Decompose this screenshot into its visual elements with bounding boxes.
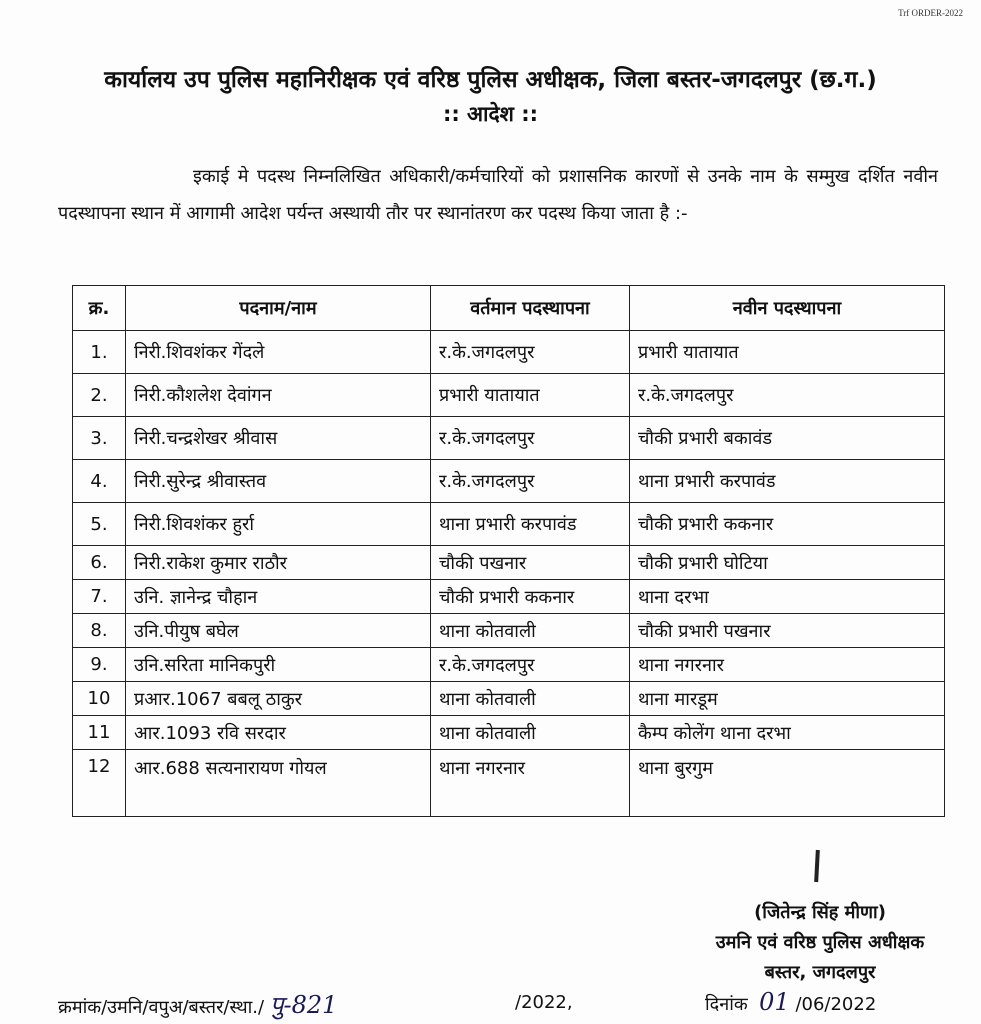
- current-posting-cell: प्रभारी यातायात: [431, 374, 630, 417]
- new-posting-cell: चौकी प्रभारी ककनार: [630, 503, 945, 546]
- new-posting-cell: प्रभारी यातायात: [630, 331, 945, 374]
- signatory-name: (जितेन्द्र सिंह मीणा): [754, 902, 886, 923]
- new-posting-cell: थाना मारडूम: [630, 682, 945, 716]
- name-cell: निरी.शिवशंकर हुर्रा: [126, 503, 431, 546]
- serial-cell: 11: [73, 716, 126, 750]
- new-posting-cell: चौकी प्रभारी पखनार: [630, 614, 945, 648]
- handwritten-number: पु-821: [269, 991, 338, 1019]
- table-row: [73, 716, 945, 750]
- new-posting-cell: थाना दरभा: [630, 580, 945, 614]
- signatory-designation: उमनि एवं वरिष्ठ पुलिस अधीक्षक: [715, 932, 925, 953]
- current-posting-cell: र.के.जगदलपुर: [431, 460, 630, 503]
- office-title: कार्यालय उप पुलिस महानिरीक्षक एवं वरिष्ठ पुलिस अधीक्षक, जिला बस्तर-जगदलपुर (छ.ग.): [104, 67, 877, 93]
- table-header: [73, 286, 945, 331]
- header-new-posting: नवीन पदस्थापना: [630, 286, 945, 331]
- order-body: इकाई मे पदस्थ निम्नलिखित अधिकारी/कर्मचारियों को प्रशासनिक कारणों से उनके नाम के सम्मुख दर्शित नवीन पदस्थापना स्थान में आगामी आदेश पर्यन्त अस्थायी तौर पर स्थानांतरण कर पदस्थ किया जाता है :-: [58, 166, 938, 224]
- name-cell: निरी.चन्द्रशेखर श्रीवास: [126, 417, 431, 460]
- serial-cell: 12: [73, 750, 126, 817]
- current-posting-cell: थाना कोतवाली: [431, 716, 630, 750]
- name-cell: आर.1093 रवि सरदार: [126, 716, 431, 750]
- header-name: पदनाम/नाम: [126, 286, 431, 331]
- name-cell: निरी.कौशलेश देवांगन: [126, 374, 431, 417]
- table-row: [73, 546, 945, 580]
- serial-cell: 8.: [73, 614, 126, 648]
- current-posting-cell: चौकी प्रभारी ककनार: [431, 580, 630, 614]
- order-date: [705, 988, 876, 1016]
- current-posting-cell: थाना प्रभारी करपावंड: [431, 503, 630, 546]
- serial-cell: 4.: [73, 460, 126, 503]
- signature-mark: [814, 850, 820, 882]
- table-row: [73, 682, 945, 716]
- current-posting-cell: थाना नगरनार: [431, 750, 630, 817]
- signatory-location: बस्तर, जगदलपुर: [764, 962, 876, 983]
- table-row: [73, 331, 945, 374]
- name-cell: उनि.पीयुष बघेल: [126, 614, 431, 648]
- new-posting-cell: चौकी प्रभारी बकावंड: [630, 417, 945, 460]
- serial-cell: 6.: [73, 546, 126, 580]
- name-cell: आर.688 सत्यनारायण गोयल: [126, 750, 431, 817]
- signatory-block: [690, 898, 950, 988]
- serial-cell: 5.: [73, 503, 126, 546]
- reference-number: [58, 988, 337, 1021]
- table-row: [73, 417, 945, 460]
- reference-prefix: क्रमांक/उमनि/वपुअ/बस्तर/स्था./: [58, 997, 265, 1018]
- serial-cell: 3.: [73, 417, 126, 460]
- name-cell: निरी.शिवशंकर गेंदले: [126, 331, 431, 374]
- table-row: [73, 648, 945, 682]
- new-posting-cell: थाना नगरनार: [630, 648, 945, 682]
- current-posting-cell: चौकी पखनार: [431, 546, 630, 580]
- current-posting-cell: र.के.जगदलपुर: [431, 417, 630, 460]
- table-row: [73, 614, 945, 648]
- serial-cell: 2.: [73, 374, 126, 417]
- current-posting-cell: थाना कोतवाली: [431, 682, 630, 716]
- name-cell: उनि. ज्ञानेन्द्र चौहान: [126, 580, 431, 614]
- reference-year: /2022,: [515, 992, 573, 1013]
- new-posting-cell: कैम्प कोलेंग थाना दरभा: [630, 716, 945, 750]
- new-posting-cell: थाना बुरगुम: [630, 750, 945, 817]
- transfer-table: [72, 285, 945, 817]
- current-posting-cell: र.के.जगदलपुर: [431, 331, 630, 374]
- table-row: [73, 580, 945, 614]
- table-row: [73, 374, 945, 417]
- serial-cell: 10: [73, 682, 126, 716]
- date-rest: /06/2022: [795, 994, 877, 1015]
- table-row: [73, 460, 945, 503]
- current-posting-cell: र.के.जगदलपुर: [431, 648, 630, 682]
- name-cell: निरी.राकेश कुमार राठौर: [126, 546, 431, 580]
- table-row: [73, 750, 945, 817]
- serial-cell: 1.: [73, 331, 126, 374]
- name-cell: प्रआर.1067 बबलू ठाकुर: [126, 682, 431, 716]
- new-posting-cell: थाना प्रभारी करपावंड: [630, 460, 945, 503]
- new-posting-cell: चौकी प्रभारी घोटिया: [630, 546, 945, 580]
- name-cell: निरी.सुरेन्द्र श्रीवास्तव: [126, 460, 431, 503]
- new-posting-cell: र.के.जगदलपुर: [630, 374, 945, 417]
- table-row: [73, 503, 945, 546]
- header-serial: क्र.: [73, 286, 126, 331]
- header-current-posting: वर्तमान पदस्थापना: [431, 286, 630, 331]
- serial-cell: 7.: [73, 580, 126, 614]
- date-label: दिनांक: [705, 994, 748, 1015]
- handwritten-day: 01: [759, 988, 790, 1016]
- corner-note: Trf ORDER-2022: [898, 8, 963, 18]
- order-heading: :: आदेश ::: [442, 102, 539, 126]
- serial-cell: 9.: [73, 648, 126, 682]
- current-posting-cell: थाना कोतवाली: [431, 614, 630, 648]
- name-cell: उनि.सरिता मानिकपुरी: [126, 648, 431, 682]
